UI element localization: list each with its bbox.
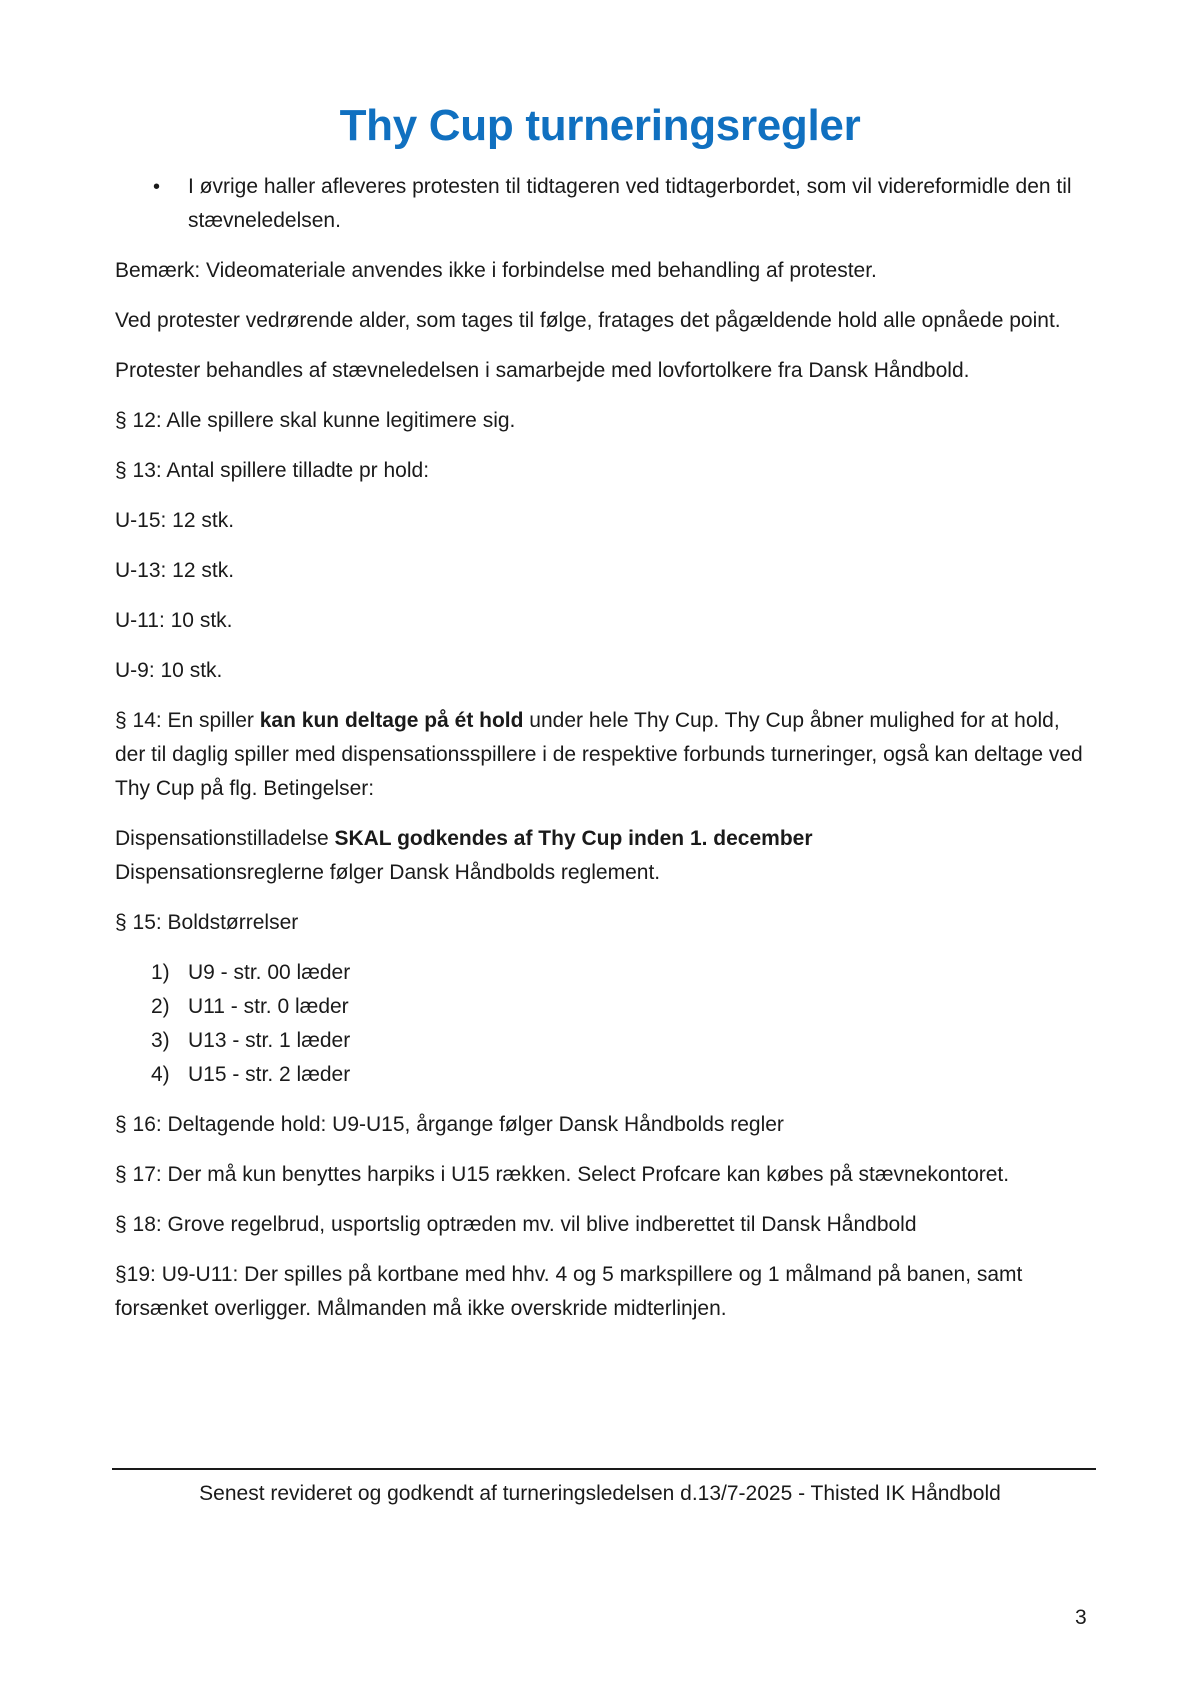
- list-number: 2): [151, 995, 170, 1018]
- dispensation-bold: SKAL godkendes af Thy Cup inden 1. december: [334, 827, 813, 850]
- note-age-protest: Ved protester vedrørende alder, som tages til følge, fratages det pågældende hold alle opnåede point.: [115, 309, 1061, 332]
- dispensation-pre: Dispensationstilladelse: [115, 827, 335, 850]
- list-item: [115, 990, 1095, 1024]
- list-item: [115, 956, 1095, 990]
- rule-12: § 12: Alle spillere skal kunne legitimere sig.: [115, 409, 516, 432]
- list-item: [115, 1024, 1095, 1058]
- rule-14-post: under hele Thy Cup. Thy Cup åbner mulighed for at hold, der til daglig spiller med dispensationsspillere i de respektive forbunds turneringer, også kan deltage ved Thy Cup på flg. Betingelser:: [115, 709, 1083, 800]
- list-text: U13 - str. 1 læder: [188, 1029, 351, 1052]
- list-number: 1): [151, 961, 170, 984]
- rule-18: § 18: Grove regelbrud, usportslig optræden mv. vil blive indberettet til Dansk Håndbold: [115, 1213, 917, 1236]
- list-text: U15 - str. 2 læder: [188, 1063, 351, 1086]
- dispensation-line2: Dispensationsreglerne følger Dansk Håndbolds reglement.: [115, 861, 661, 884]
- rule-15: § 15: Boldstørrelser: [115, 911, 299, 934]
- rule-17: § 17: Der må kun benyttes harpiks i U15 rækken. Select Profcare kan købes på stævnekontoret.: [115, 1163, 1010, 1186]
- note-video: Bemærk: Videomateriale anvendes ikke i forbindelse med behandling af protester.: [115, 259, 877, 282]
- page-number: 3: [1075, 1606, 1087, 1629]
- dispensation-note: [115, 822, 1095, 890]
- rule-13: § 13: Antal spillere tilladte pr hold:: [115, 459, 430, 482]
- rule-14: [115, 704, 1095, 806]
- document-body: [115, 170, 1095, 1342]
- rule-19: §19: U9-U11: Der spilles på kortbane med hhv. 4 og 5 markspillere og 1 målmand på banen, samt forsænket overligger. Målmanden må ikke overskride midterlinjen.: [115, 1263, 1023, 1320]
- players-u15: U-15: 12 stk.: [115, 509, 235, 532]
- footer-text: Senest revideret og godkendt af turneringsledelsen d.13/7-2025 - Thisted IK Håndbold: [199, 1482, 1001, 1505]
- footer-divider: [112, 1468, 1096, 1470]
- rule-14-bold: kan kun deltage på ét hold: [259, 709, 524, 732]
- players-u11: U-11: 10 stk.: [115, 609, 233, 632]
- rule-14-pre: § 14: En spiller: [115, 709, 260, 732]
- page-title: Thy Cup turneringsregler: [339, 101, 861, 151]
- list-item: [115, 1058, 1095, 1092]
- ball-size-list: [115, 956, 1095, 1092]
- bullet-item: [115, 170, 1095, 238]
- bullet-icon: •: [153, 176, 161, 198]
- players-u9: U-9: 10 stk.: [115, 659, 223, 682]
- list-number: 3): [151, 1029, 170, 1052]
- players-u13: U-13: 12 stk.: [115, 559, 235, 582]
- note-protest-handling: Protester behandles af stævneledelsen i samarbejde med lovfortolkere fra Dansk Håndbold.: [115, 359, 970, 382]
- rule-16: § 16: Deltagende hold: U9-U15, årgange følger Dansk Håndbolds regler: [115, 1113, 784, 1136]
- list-text: U9 - str. 00 læder: [188, 961, 351, 984]
- list-text: U11 - str. 0 læder: [188, 995, 349, 1018]
- list-number: 4): [151, 1063, 170, 1086]
- bullet-text: I øvrige haller afleveres protesten til tidtageren ved tidtagerbordet, som vil videreformidle den til stævneledelsen.: [188, 175, 1072, 232]
